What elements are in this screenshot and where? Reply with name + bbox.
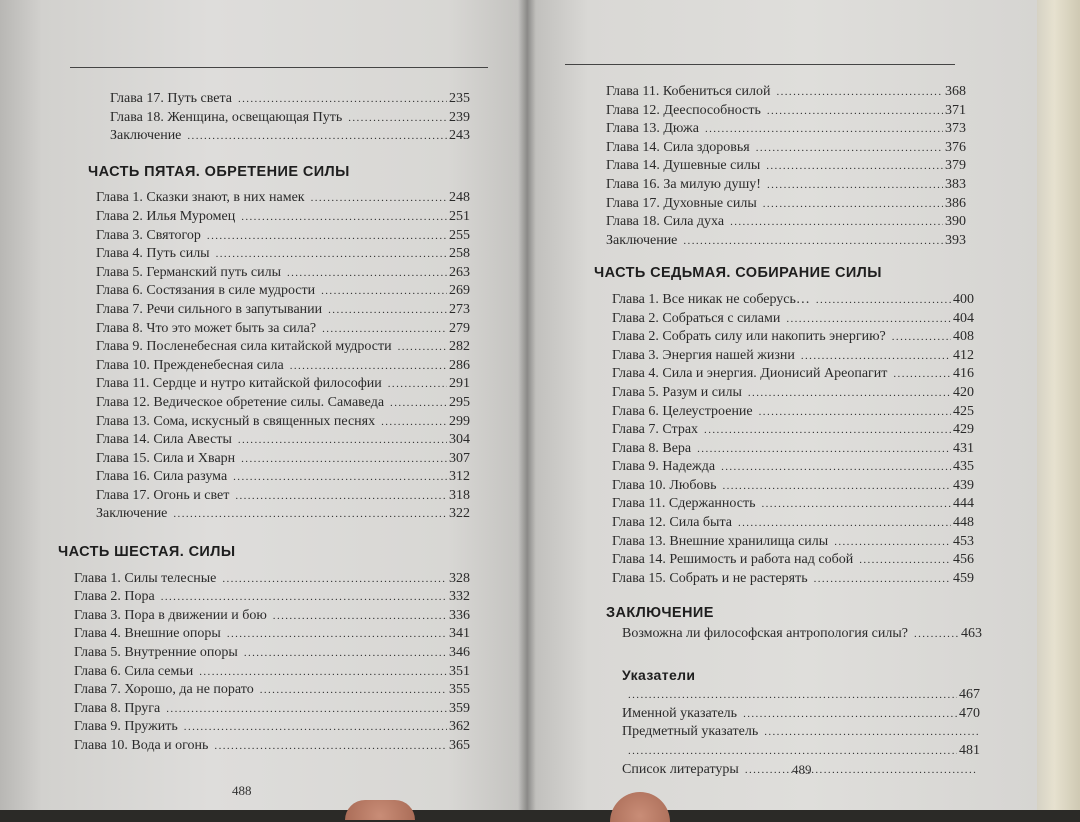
toc-entry-page: 444 <box>953 496 974 512</box>
toc-entry <box>612 328 974 347</box>
toc-group-part6 <box>70 570 470 756</box>
leader-dots <box>756 139 943 158</box>
toc-entry <box>612 384 974 403</box>
toc-entry-title: Глава 7. Страх <box>612 422 699 438</box>
toc-entry-title: Глава 13. Внешние хранилища силы <box>612 533 829 549</box>
leader-dots <box>721 458 951 477</box>
leader-dots <box>763 195 943 214</box>
toc-entry-page: 255 <box>449 227 470 243</box>
toc-entry-page: 304 <box>449 432 470 448</box>
toc-entry-title: Глава 10. Прежденебесная сила <box>96 357 284 373</box>
leader-dots <box>816 291 951 310</box>
toc-entry-title: Глава 15. Собрать и не растерять <box>612 570 808 586</box>
toc-entry-page: 435 <box>953 459 974 475</box>
leader-dots <box>161 588 447 607</box>
toc-entry <box>96 301 470 320</box>
toc-entry <box>606 213 966 232</box>
toc-entry-page: 282 <box>449 339 470 355</box>
leader-dots <box>322 320 447 339</box>
toc-entry-page: 439 <box>953 477 974 493</box>
toc-entry-page: 243 <box>449 128 470 144</box>
toc-entry <box>96 413 470 432</box>
leader-dots <box>222 570 447 589</box>
leader-dots <box>786 310 951 329</box>
toc-entry <box>110 127 470 146</box>
toc-entry <box>74 737 470 756</box>
toc-entry-title: Глава 1. Силы телесные <box>74 570 217 586</box>
leader-dots <box>241 450 447 469</box>
toc-entry-page: 412 <box>953 347 974 363</box>
leader-dots <box>801 347 951 366</box>
toc-group-part7 <box>600 291 974 589</box>
toc-entry <box>96 245 470 264</box>
toc-entry-title: Глава 16. Сила разума <box>96 469 228 485</box>
toc-entry <box>622 705 980 724</box>
leader-dots <box>683 232 943 251</box>
page-number-right: 489 <box>792 762 812 777</box>
leader-dots <box>166 700 447 719</box>
toc-entry-page: 425 <box>953 403 974 419</box>
toc-entry-title: Заключение <box>96 506 168 522</box>
toc-entry-page: 299 <box>449 413 470 429</box>
toc-entry-title: Глава 2. Собраться с силами <box>612 310 781 326</box>
leader-dots <box>759 403 951 422</box>
leader-dots <box>738 514 951 533</box>
toc-entry <box>612 310 974 329</box>
toc-entry-page: 393 <box>945 232 966 248</box>
toc-entry-title: Заключение <box>110 128 182 144</box>
toc-entry-title: Глава 5. Внутренние опоры <box>74 645 238 661</box>
toc-entry-title: Глава 12. Дееспособность <box>606 102 761 118</box>
leader-dots <box>238 90 447 109</box>
part-heading-7: ЧАСТЬ СЕДЬМАЯ. СОБИРАНИЕ СИЛЫ <box>594 265 882 282</box>
toc-entry <box>74 681 470 700</box>
toc-entry-title: Глава 9. Пружить <box>74 719 178 735</box>
leader-dots <box>748 384 951 403</box>
toc-entry-page: 467 <box>959 687 980 703</box>
toc-entry <box>622 686 980 705</box>
leader-dots <box>244 644 447 663</box>
leader-dots <box>697 440 951 459</box>
toc-entry-title: Глава 14. Душевные силы <box>606 158 761 174</box>
leader-dots <box>761 495 951 514</box>
leader-dots <box>233 468 447 487</box>
toc-entry-page: 248 <box>449 190 470 206</box>
toc-entry <box>606 176 966 195</box>
toc-entry <box>96 189 470 208</box>
toc-entry-title: Заключение <box>606 232 678 248</box>
leader-dots <box>893 365 951 384</box>
leader-dots <box>348 109 447 128</box>
toc-entry <box>612 291 974 310</box>
leader-dots <box>311 189 447 208</box>
toc-entry-page: 470 <box>959 705 980 721</box>
leader-dots <box>273 607 447 626</box>
toc-entry-title: Глава 18. Сила духа <box>606 214 725 230</box>
toc-entry-title: Глава 11. Кобениться силой <box>606 84 771 99</box>
toc-entry-title: Глава 9. Посленебесная сила китайской мудрости <box>96 339 392 355</box>
toc-entry-title: Глава 9. Надежда <box>612 459 716 475</box>
leader-dots <box>745 761 978 780</box>
toc-entry-page: 291 <box>449 376 470 392</box>
toc-entry-title: Глава 14. Сила Авесты <box>96 432 232 448</box>
toc-entry <box>96 338 470 357</box>
leader-dots <box>628 686 957 705</box>
toc-entry-title: Возможна ли философская антропология силы? <box>622 626 908 642</box>
leader-dots <box>216 245 447 264</box>
toc-entry <box>606 83 966 102</box>
toc-entry-title: Список литературы <box>622 761 739 777</box>
toc-entry <box>606 139 966 158</box>
toc-entry <box>622 742 980 761</box>
toc-entry-title: Глава 5. Германский путь силы <box>96 264 281 280</box>
toc-entry-page: 346 <box>449 645 470 661</box>
toc-entry-page: 362 <box>449 719 470 735</box>
left-toc <box>58 90 470 756</box>
leader-dots <box>227 625 447 644</box>
toc-entry-title: Глава 4. Сила и энергия. Дионисий Ареопагит <box>612 366 888 382</box>
toc-entry-page: 279 <box>449 320 470 336</box>
toc-entry-page: 365 <box>449 738 470 753</box>
toc-entry-page: 429 <box>953 422 974 438</box>
toc-entry-page: 453 <box>953 533 974 549</box>
leader-dots <box>199 663 447 682</box>
toc-entry-page: 341 <box>449 626 470 642</box>
toc-entry-title: Глава 18. Женщина, освещающая Путь <box>110 109 343 125</box>
leader-dots <box>730 213 943 232</box>
toc-entry <box>110 109 470 128</box>
toc-group-indexes <box>600 686 980 779</box>
toc-entry-page: 379 <box>945 158 966 174</box>
leader-dots <box>207 227 447 246</box>
toc-entry-page: 322 <box>449 506 470 522</box>
toc-entry <box>612 495 974 514</box>
toc-entry-title: Глава 14. Решимость и работа над собой <box>612 552 854 568</box>
toc-entry-page: 328 <box>449 570 470 586</box>
toc-entry-page: 295 <box>449 394 470 410</box>
leader-dots <box>764 723 978 742</box>
toc-group-part5 <box>70 189 470 524</box>
toc-entry-title: Именной указатель <box>622 705 738 721</box>
toc-entry <box>612 403 974 422</box>
toc-entry-page: 383 <box>945 176 966 192</box>
toc-entry-page: 416 <box>953 366 974 382</box>
toc-entry <box>74 718 470 737</box>
toc-group-top-right <box>600 83 966 250</box>
toc-entry <box>96 468 470 487</box>
toc-entry-page: 251 <box>449 208 470 224</box>
toc-entry-page: 235 <box>449 91 470 106</box>
toc-entry <box>606 195 966 214</box>
part-heading-5: ЧАСТЬ ПЯТАЯ. ОБРЕТЕНИЕ СИЛЫ <box>88 163 350 180</box>
toc-entry <box>74 570 470 589</box>
toc-entry <box>96 208 470 227</box>
leader-dots <box>722 477 951 496</box>
toc-entry-page: 373 <box>945 121 966 137</box>
toc-entry <box>96 227 470 246</box>
toc-entry-title: Глава 2. Пора <box>74 589 155 605</box>
toc-entry-page: 273 <box>449 301 470 317</box>
toc-entry-title: Глава 8. Что это может быть за сила? <box>96 320 317 336</box>
toc-entry-title: Глава 8. Пруга <box>74 700 161 716</box>
toc-entry <box>612 477 974 496</box>
toc-entry-page: 368 <box>945 84 966 99</box>
leader-dots <box>173 505 447 524</box>
toc-entry <box>606 157 966 176</box>
toc-entry-page: 386 <box>945 195 966 211</box>
toc-entry-page: 463 <box>961 626 982 642</box>
leader-dots <box>914 625 959 644</box>
leader-dots <box>287 264 447 283</box>
toc-entry-page: 420 <box>953 384 974 400</box>
toc-entry <box>612 533 974 552</box>
toc-entry <box>74 663 470 682</box>
leader-dots <box>704 421 951 440</box>
toc-entry-page: 448 <box>953 515 974 531</box>
toc-entry <box>612 551 974 570</box>
toc-entry <box>606 102 966 121</box>
leader-dots <box>834 533 951 552</box>
leader-dots <box>390 394 447 413</box>
toc-entry-page: 376 <box>945 139 966 155</box>
toc-entry-title: Глава 13. Сома, искусный в священных песнях <box>96 413 376 429</box>
leader-dots <box>290 357 447 376</box>
toc-entry-page: 408 <box>953 329 974 345</box>
toc-entry <box>606 120 966 139</box>
leader-dots <box>238 431 447 450</box>
toc-entry-title: Глава 13. Дюжа <box>606 121 699 137</box>
toc-entry-page: 481 <box>959 743 980 758</box>
toc-entry-title: Глава 3. Святогор <box>96 227 201 243</box>
toc-entry-page: 371 <box>945 102 966 118</box>
toc-entry-title: Глава 15. Сила и Хварн <box>96 450 236 466</box>
leader-dots <box>184 718 447 737</box>
toc-entry <box>110 90 470 109</box>
leader-dots <box>321 282 447 301</box>
leader-dots <box>388 375 447 394</box>
toc-entry-page: 239 <box>449 109 470 125</box>
toc-entry-title: Глава 17. Путь света <box>110 91 232 106</box>
toc-entry-page: 307 <box>449 450 470 466</box>
indexes-heading: Указатели <box>622 666 696 683</box>
toc-entry <box>74 607 470 626</box>
book-gutter <box>518 0 536 810</box>
toc-entry-page: 431 <box>953 440 974 456</box>
toc-entry <box>96 264 470 283</box>
header-rule-left <box>70 67 488 68</box>
leader-dots <box>398 338 447 357</box>
leader-dots <box>705 120 943 139</box>
toc-entry-title: Глава 10. Вода и огонь <box>74 738 209 753</box>
toc-entry-page: 359 <box>449 700 470 716</box>
conclusion-heading: ЗАКЛЮЧЕНИЕ <box>606 605 714 622</box>
toc-entry-page: 336 <box>449 607 470 623</box>
toc-entry-title: Глава 3. Энергия нашей жизни <box>612 347 795 363</box>
toc-entry <box>622 625 982 644</box>
toc-entry-title: Глава 3. Пора в движении и бою <box>74 607 267 623</box>
toc-entry-page: 456 <box>953 552 974 568</box>
toc-entry-title: Глава 12. Ведическое обретение силы. Самаведа <box>96 394 385 410</box>
toc-entry-title: Глава 7. Речи сильного в запутывании <box>96 301 323 317</box>
toc-entry-title: Глава 6. Целеустроение <box>612 403 753 419</box>
toc-entry-title: Глава 4. Внешние опоры <box>74 626 221 642</box>
toc-entry <box>612 570 974 589</box>
toc-entry-title: Глава 1. Сказки знают, в них намек <box>96 190 305 206</box>
toc-entry-title: Глава 6. Сила семьи <box>74 663 194 679</box>
toc-entry-title: Глава 6. Состязания в силе мудрости <box>96 283 316 299</box>
leader-dots <box>892 328 951 347</box>
leader-dots <box>381 413 447 432</box>
toc-entry <box>612 440 974 459</box>
toc-entry <box>96 375 470 394</box>
toc-entry-page: 318 <box>449 487 470 503</box>
right-toc <box>594 83 1000 779</box>
leader-dots <box>814 570 951 589</box>
toc-entry-page: 404 <box>953 310 974 326</box>
toc-entry <box>612 365 974 384</box>
toc-entry-page: 258 <box>449 246 470 262</box>
toc-entry <box>612 458 974 477</box>
leader-dots <box>628 742 957 761</box>
toc-entry-title: Глава 7. Хорошо, да не порато <box>74 682 254 698</box>
toc-entry-title: Глава 4. Путь силы <box>96 246 210 262</box>
toc-entry-title: Глава 2. Илья Муромец <box>96 208 236 224</box>
toc-entry-title: Глава 2. Собрать силу или накопить энергию? <box>612 329 886 345</box>
toc-entry-page: 312 <box>449 469 470 485</box>
part-heading-6: ЧАСТЬ ШЕСТАЯ. СИЛЫ <box>58 544 236 561</box>
toc-group-top-left <box>70 90 470 146</box>
toc-entry <box>74 625 470 644</box>
leader-dots <box>235 487 447 506</box>
toc-entry <box>612 347 974 366</box>
leader-dots <box>767 102 943 121</box>
page-edges <box>1037 0 1080 810</box>
page-number-left: 488 <box>232 783 252 798</box>
toc-entry-page: 332 <box>449 589 470 605</box>
toc-group-conclusion <box>600 625 982 644</box>
toc-entry-page: 351 <box>449 663 470 679</box>
toc-entry-title: Глава 12. Сила быта <box>612 515 732 531</box>
toc-entry <box>96 394 470 413</box>
leader-dots <box>214 737 447 756</box>
toc-entry <box>74 700 470 719</box>
toc-entry-title: Глава 11. Сдержанность <box>612 496 756 512</box>
toc-entry-title: Глава 10. Любовь <box>612 477 717 493</box>
toc-entry <box>96 357 470 376</box>
header-rule-right <box>565 64 955 65</box>
toc-entry-title: Глава 14. Сила здоровья <box>606 139 750 155</box>
toc-entry <box>74 644 470 663</box>
toc-entry-title: Глава 5. Разум и силы <box>612 384 742 400</box>
toc-entry-page: 269 <box>449 283 470 299</box>
leader-dots <box>328 301 447 320</box>
toc-entry-page: 459 <box>953 570 974 586</box>
toc-entry <box>606 232 966 251</box>
thumb-left <box>345 800 415 820</box>
toc-entry <box>612 421 974 440</box>
toc-entry-title: Глава 8. Вера <box>612 440 692 456</box>
toc-entry-page: 286 <box>449 357 470 373</box>
leader-dots <box>766 157 943 176</box>
toc-entry-page: 400 <box>953 291 974 307</box>
leader-dots <box>260 681 447 700</box>
leader-dots <box>859 551 951 570</box>
toc-entry-title: Глава 17. Огонь и свет <box>96 487 230 503</box>
toc-entry-page: 390 <box>945 214 966 230</box>
toc-entry <box>96 487 470 506</box>
toc-entry <box>96 320 470 339</box>
toc-entry <box>96 505 470 524</box>
toc-entry-page: 263 <box>449 264 470 280</box>
toc-entry <box>622 723 980 742</box>
toc-entry <box>74 588 470 607</box>
toc-entry-title: Предметный указатель <box>622 724 759 740</box>
leader-dots <box>767 176 943 195</box>
toc-entry <box>612 514 974 533</box>
leader-dots <box>187 127 447 146</box>
toc-entry-title: Глава 11. Сердце и нутро китайской философии <box>96 376 382 392</box>
toc-entry <box>96 450 470 469</box>
toc-entry-title: Глава 16. За милую душу! <box>606 176 761 192</box>
toc-entry <box>96 282 470 301</box>
toc-entry-page: 355 <box>449 682 470 698</box>
toc-entry-title: Глава 17. Духовные силы <box>606 195 757 211</box>
toc-entry <box>96 431 470 450</box>
leader-dots <box>743 705 957 724</box>
leader-dots <box>241 208 447 227</box>
leader-dots <box>776 83 943 102</box>
toc-entry-title: Глава 1. Все никак не соберусь… <box>612 291 810 307</box>
